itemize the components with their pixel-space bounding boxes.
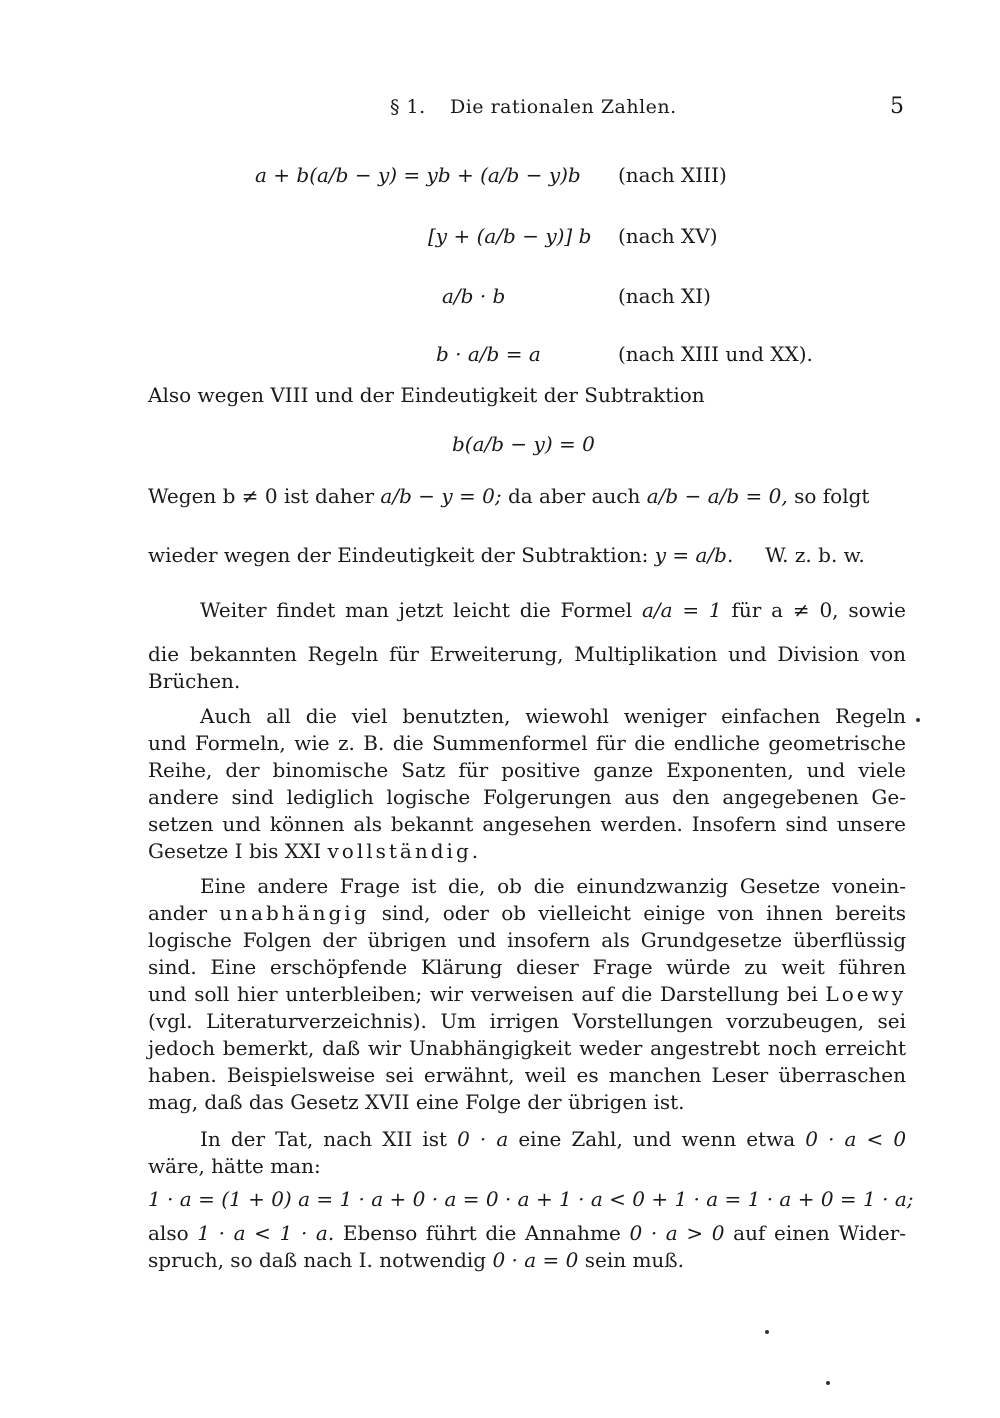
- para3-line-8: haben. Beispielsweise sei erwähnt, weil es manchen Leser überraschen: [148, 1063, 906, 1087]
- page-number: 5: [890, 94, 905, 119]
- para4-line-5: [148, 1248, 906, 1272]
- para4-l5-post: sein muß.: [584, 1248, 685, 1272]
- para4-l4-mid: Ebenso führt die Annahme: [342, 1221, 621, 1245]
- para3-line-3: logische Folgen der übrigen und insofern als Grundgesetze überflüssig: [148, 928, 906, 952]
- para2-line-2: und Formeln, wie z. B. die Summenformel für die endliche geometrische: [148, 731, 906, 755]
- section-marker: § 1.: [390, 96, 426, 118]
- wegen-mid: da aber auch: [507, 484, 641, 508]
- para3-line-5: [148, 982, 906, 1006]
- para3-line-1: Eine andere Frage ist die, ob die einundzwanzig Gesetze vonein-: [200, 874, 906, 898]
- wegen-eq-1: a/b − y = 0;: [380, 484, 502, 508]
- para2-last-pre: Gesetze I bis XXI: [148, 839, 322, 863]
- derivation-note-3: (nach XI): [618, 284, 711, 308]
- weiter-post: sowie: [848, 598, 906, 622]
- wieder-eq: y = a/b.: [654, 543, 734, 567]
- text-weiter-line: [200, 598, 906, 622]
- para4-l5-eq: 0 · a = 0: [492, 1248, 579, 1272]
- derivation-note-1: (nach XIII): [618, 163, 727, 187]
- derivation-note-4: (nach XIII und XX).: [618, 342, 813, 366]
- para2-line-1: Auch all die viel benutzten, wiewohl weniger einfachen Regeln: [200, 704, 906, 728]
- para2-line-3: Reihe, der binomische Satz für positive ganze Exponenten, und viele: [148, 758, 906, 782]
- para1-line-1: die bekannten Regeln für Erweiterung, Multiplikation und Division von: [148, 642, 906, 666]
- derivation-line-2: [y + (a/b − y)] b: [428, 224, 592, 248]
- wieder-pre: wieder wegen der Eindeutigkeit der Subtraktion:: [148, 543, 649, 567]
- para3-l2-emphasis: unabhängig: [219, 901, 370, 925]
- para3-l2-post: sind, oder ob vielleicht einige von ihnen bereits: [381, 901, 906, 925]
- para3-line-9: mag, daß das Gesetz XVII eine Folge der übrigen ist.: [148, 1090, 685, 1114]
- para1-line-2: Brüchen.: [148, 669, 241, 693]
- text-wieder-line: [148, 543, 906, 567]
- para3-l2-pre: ander: [148, 901, 208, 925]
- para4-l4-eq1: 1 · a < 1 · a.: [197, 1221, 335, 1245]
- para4-l4-post: auf einen Wider-: [733, 1221, 907, 1245]
- para4-l4-pre: also: [148, 1221, 189, 1245]
- wegen-pre: Wegen b ≠ 0 ist daher: [148, 484, 375, 508]
- scan-speck: [765, 1330, 769, 1334]
- derivation-note-2: (nach XV): [618, 224, 718, 248]
- para4-line-4: [148, 1221, 906, 1245]
- wegen-eq-2: a/b − a/b = 0,: [646, 484, 788, 508]
- weiter-mid: für a ≠ 0,: [731, 598, 839, 622]
- para4-l1-mid: eine Zahl, und wenn etwa: [518, 1127, 796, 1151]
- running-title: Die rationalen Zahlen.: [450, 96, 677, 118]
- derivation-line-1: a + b(a/b − y) = yb + (a/b − y)b: [255, 163, 581, 187]
- para4-l4-eq2: 0 · a > 0: [629, 1221, 725, 1245]
- para3-line-7: jedoch bemerkt, daß wir Unabhängigkeit weder angestrebt noch erreicht: [148, 1036, 906, 1060]
- scan-speck: [916, 718, 920, 722]
- derivation-line-3: a/b · b: [442, 284, 506, 308]
- para3-l5-emphasis: Loewy: [825, 982, 906, 1006]
- wegen-post: so folgt: [794, 484, 870, 508]
- text-wegen-line: [148, 484, 906, 508]
- centered-equation: b(a/b − y) = 0: [452, 432, 595, 456]
- para4-formula: 1 · a = (1 + 0) a = 1 · a + 0 · a = 0 · a + 1 · a < 0 + 1 · a = 1 · a + 0 = 1 · a;: [148, 1187, 914, 1211]
- text-also-wegen: Also wegen VIII und der Eindeutigkeit der Subtraktion: [148, 383, 705, 407]
- para2-emphasis: vollständig.: [327, 839, 482, 863]
- scan-speck: [826, 1381, 830, 1385]
- derivation-line-4: b · a/b = a: [436, 342, 541, 366]
- para3-line-6: (vgl. Literaturverzeichnis). Um irrigen Vorstellungen vorzubeugen, sei: [148, 1009, 906, 1033]
- wieder-post: W. z. b. w.: [765, 543, 865, 567]
- para3-l5-pre: und soll hier unterbleiben; wir verweisen auf die Darstellung bei: [148, 982, 818, 1006]
- weiter-eq: a/a = 1: [641, 598, 722, 622]
- para4-l5-pre: spruch, so daß nach I. notwendig: [148, 1248, 487, 1272]
- para2-line-4: andere sind lediglich logische Folgerungen aus den angegebenen Ge-: [148, 785, 906, 809]
- weiter-pre: Weiter findet man jetzt leicht die Formel: [200, 598, 633, 622]
- para2-line-5: setzen und können als bekannt angesehen werden. Insofern sind unsere: [148, 812, 906, 836]
- para3-line-4: sind. Eine erschöpfende Klärung dieser Frage würde zu weit führen: [148, 955, 906, 979]
- para4-l1-eq2: 0 · a < 0: [805, 1127, 907, 1151]
- para4-l1-eq1: 0 · a: [457, 1127, 509, 1151]
- para3-line-2: [148, 901, 906, 925]
- para4-l1-pre: In der Tat, nach XII ist: [200, 1127, 448, 1151]
- para4-line-1: [200, 1127, 906, 1151]
- para4-line-2: wäre, hätte man:: [148, 1154, 321, 1178]
- para2-line-6: [148, 839, 906, 863]
